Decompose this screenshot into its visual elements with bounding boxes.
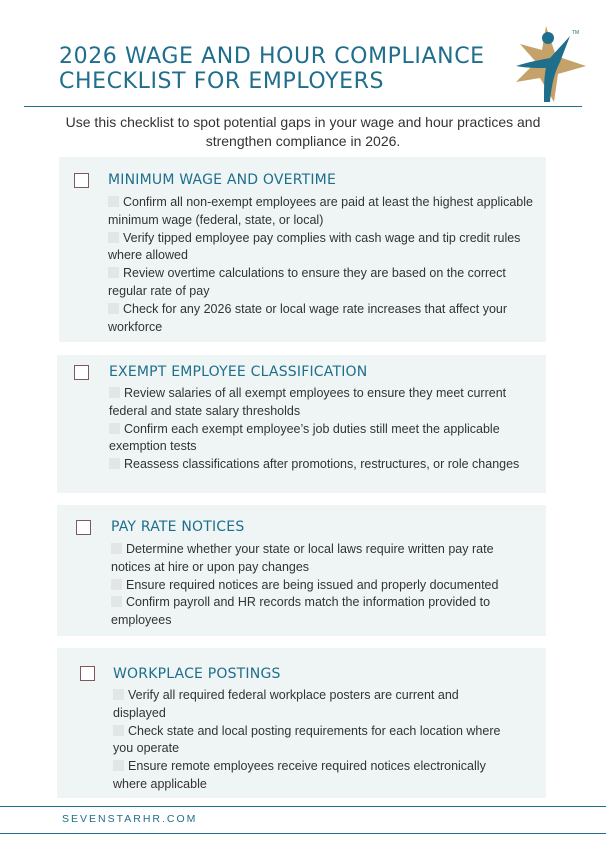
item-checkbox[interactable] <box>113 760 124 771</box>
item-checkbox[interactable] <box>108 196 119 207</box>
item-checkbox[interactable] <box>113 689 124 700</box>
item-checkbox[interactable] <box>111 543 122 554</box>
item-checkbox[interactable] <box>113 725 124 736</box>
checklist-item[interactable]: Confirm all non-exempt employees are paid at least the highest applicable minimum wage (federal, state, or local) <box>108 195 533 227</box>
section-checkbox[interactable] <box>76 520 91 535</box>
star-figure-logo-icon <box>510 22 588 104</box>
item-checkbox[interactable] <box>111 596 122 607</box>
item-checkbox[interactable] <box>109 387 120 398</box>
checklist-item[interactable]: Verify tipped employee pay complies with cash wage and tip credit rules where allowed <box>108 230 521 263</box>
title-line-1: 2026 WAGE AND HOUR COMPLIANCE <box>59 44 485 69</box>
item-checkbox[interactable] <box>111 579 122 590</box>
checklist-item[interactable]: Confirm each exempt employee’s job duties still meet the applicable exemption tests <box>109 421 500 454</box>
section-title: EXEMPT EMPLOYEE CLASSIFICATION <box>109 364 368 380</box>
checklist-item[interactable]: Verify all required federal workplace posters are current and displayed <box>113 688 459 720</box>
trademark-mark: TM <box>572 30 580 36</box>
section-checkbox[interactable] <box>74 173 89 188</box>
section-items <box>113 687 513 794</box>
section-checkbox[interactable] <box>80 666 95 681</box>
item-checkbox[interactable] <box>109 423 120 434</box>
section-title: WORKPLACE POSTINGS <box>113 666 281 682</box>
footer-website[interactable]: SEVENSTARHR.COM <box>62 813 198 825</box>
footer-divider-top <box>0 806 606 807</box>
checklist-item[interactable]: Ensure required notices are being issued and properly documented <box>111 577 531 595</box>
checklist-item[interactable]: Check state and local posting requirements for each location where you operate <box>113 723 501 756</box>
footer-divider-bottom <box>0 833 606 834</box>
section-pay-rate-notices <box>57 505 546 636</box>
item-checkbox[interactable] <box>108 267 119 278</box>
checklist-item[interactable]: Confirm payroll and HR records match the information provided to employees <box>111 595 491 628</box>
item-checkbox[interactable] <box>108 232 119 243</box>
checklist-item[interactable]: Review salaries of all exempt employees to ensure they meet current federal and state salary thresholds <box>109 386 507 418</box>
section-title: PAY RATE NOTICES <box>111 519 245 535</box>
page-title <box>59 44 509 94</box>
header-divider <box>24 106 582 107</box>
checklist-item[interactable]: Check for any 2026 state or local wage rate increases that affect your workforce <box>108 301 508 334</box>
section-items <box>109 385 529 474</box>
checklist-item[interactable]: Determine whether your state or local laws require written pay rate notices at hire or upon pay changes <box>111 542 494 574</box>
section-minimum-wage <box>59 157 546 342</box>
section-exempt-classification <box>57 355 546 493</box>
checklist-item[interactable]: Ensure remote employees receive required notices electronically where applicable <box>113 759 486 791</box>
section-workplace-postings <box>57 648 546 798</box>
checklist-item[interactable]: Review overtime calculations to ensure they are based on the correct regular rate of pay <box>108 266 506 298</box>
intro-text: Use this checklist to spot potential gaps in your wage and hour practices and strengthen compliance in 2026. <box>65 114 541 149</box>
section-items <box>111 541 531 630</box>
section-items <box>108 194 538 336</box>
section-checkbox[interactable] <box>74 365 89 380</box>
section-title: MINIMUM WAGE AND OVERTIME <box>108 172 337 188</box>
item-checkbox[interactable] <box>108 303 119 314</box>
checklist-item[interactable]: Reassess classifications after promotions, restructures, or role changes <box>109 456 529 474</box>
title-line-2: CHECKLIST FOR EMPLOYERS <box>59 69 385 94</box>
item-checkbox[interactable] <box>109 458 120 469</box>
